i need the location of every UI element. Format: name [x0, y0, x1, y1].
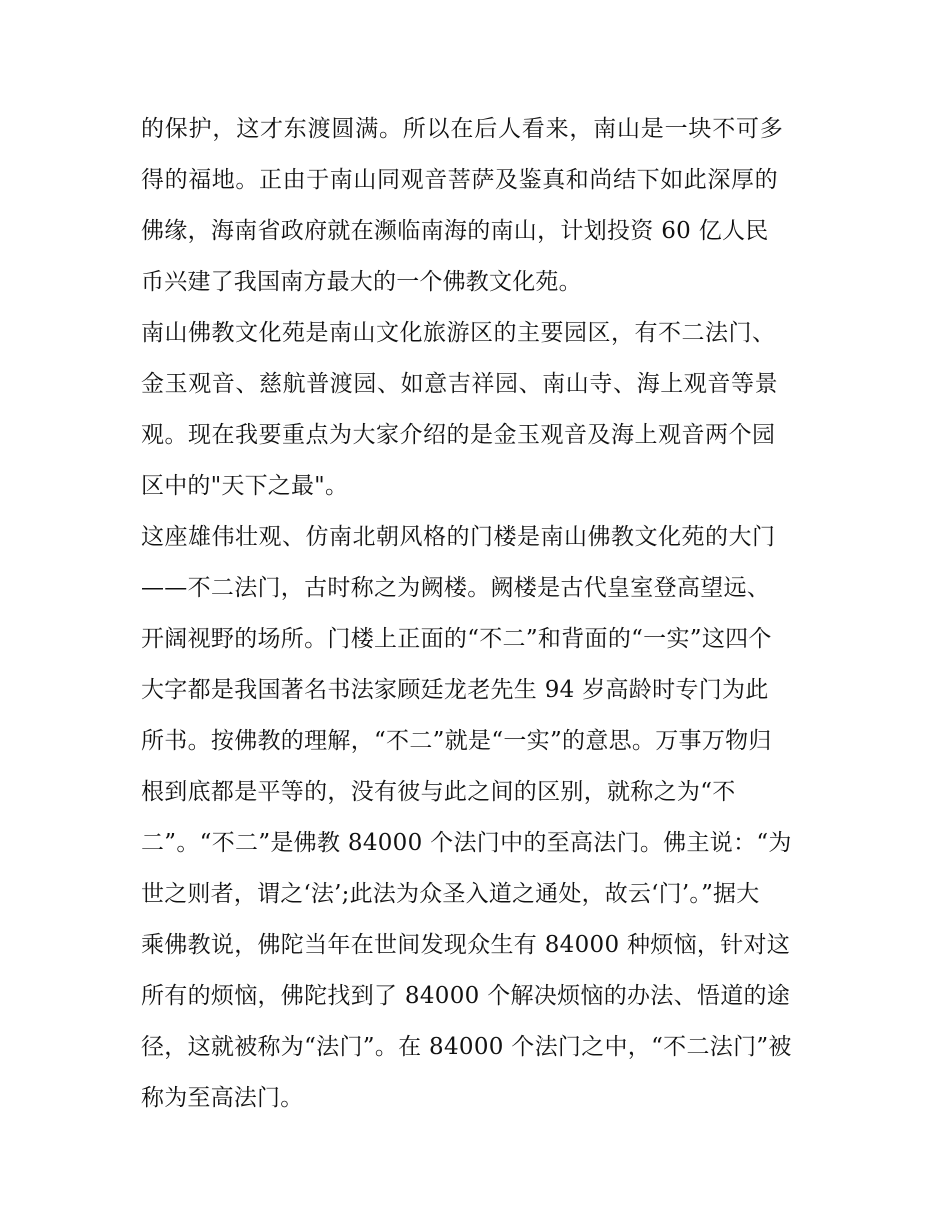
text-line: 所书。按佛教的理解，“不二”就是“一实”的意思。万事万物归 [141, 728, 772, 754]
text-line: 开阔视野的场所。门楼上正面的“不二”和背面的“一实”这四个 [141, 626, 772, 652]
text-line: 币兴建了我国南方最大的一个佛教文化苑。 [141, 269, 582, 295]
paragraph [141, 512, 813, 1124]
text-line: 二”。“不二”是佛教 84000 个法门中的至高法门。佛主说：“为 [141, 830, 792, 856]
text-line: 金玉观音、慈航普渡园、如意吉祥园、南山寺、海上观音等景 [141, 371, 779, 397]
text-line: 称为至高法门。 [141, 1085, 304, 1111]
text-line: 的保护，这才东渡圆满。所以在后人看来，南山是一块不可多 [141, 116, 784, 142]
paragraph [141, 308, 813, 512]
text-line: 世之则者，谓之‘法’;此法为众圣入道之通处，故云‘门’。”据大 [141, 881, 760, 907]
text-line: 大字都是我国著名书法家顾廷龙老先生 94 岁高龄时专门为此 [141, 677, 769, 703]
text-line: 得的福地。正由于南山同观音菩萨及鉴真和尚结下如此深厚的 [141, 167, 779, 193]
text-line: ——不二法门，古时称之为阙楼。阙楼是古代皇室登高望远、 [141, 575, 771, 601]
text-line: 乘佛教说，佛陀当年在世间发现众生有 84000 种烦恼，针对这 [141, 932, 791, 958]
text-line: 南山佛教文化苑是南山文化旅游区的主要园区，有不二法门、 [141, 320, 776, 346]
text-line: 根到底都是平等的，没有彼与此之间的区别，就称之为“不 [141, 779, 736, 805]
text-line: 这座雄伟壮观、仿南北朝风格的门楼是南山佛教文化苑的大门 [141, 524, 776, 550]
document-body [141, 104, 813, 1124]
text-line: 观。现在我要重点为大家介绍的是金玉观音及海上观音两个园 [141, 422, 776, 448]
text-line: 所有的烦恼，佛陀找到了 84000 个解决烦恼的办法、悟道的途 [141, 983, 791, 1009]
text-line: 径，这就被称为“法门”。在 84000 个法门之中，“不二法门”被 [141, 1034, 792, 1060]
text-line: 佛缘，海南省政府就在濒临南海的南山，计划投资 60 亿人民 [141, 218, 769, 244]
text-line: 区中的"天下之最"。 [141, 473, 349, 499]
paragraph [141, 104, 813, 308]
